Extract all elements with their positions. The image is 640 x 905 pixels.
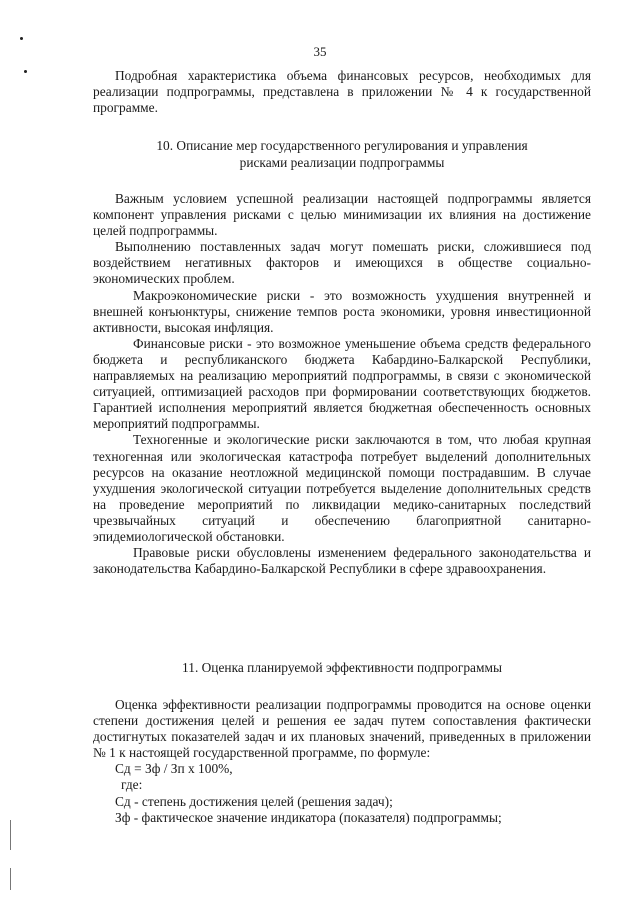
paragraph-macroeconomic-risks: Макроэкономические риски - это возможность ухудшения внутренней и внешней конъюнктуры, снижение темпов роста экономики, уровня инвестиционной активности, высокая инфляция. [93,287,591,335]
section-10-title-line1: 10. Описание мер государственного регулирования и управления [156,138,528,153]
definition-zf: Зф - фактическое значение индикатора (показателя) подпрограммы; [115,809,502,825]
paragraph-technogenic-risks: Техногенные и экологические риски заключаются в том, что любая крупная техногенная или экологическая катастрофа потребует выделений дополнительных ресурсов на оказание неотложной медицинской помощи пострадавшим. В случае ухудшения экологической ситуации потребуется выделение дополнительных средств на проведение мероприятий по ликвидации медико-санитарных последствий чрезвычайных ситуаций и обеспечению благоприятной санитарно-эпидемиологической обстановки. [93,432,591,544]
formula: Сд = Зф / Зп х 100%, [115,761,233,777]
page-number: 35 [313,44,327,59]
paragraph-risk-management: Важным условием успешной реализации настоящей подпрограммы является компонент управления рисками с целью минимизации их влияния на достижение целей подпрограммы. [93,191,591,239]
paragraph-risk-factors: Выполнению поставленных задач могут помешать риски, сложившиеся под воздействием негативных факторов и имеющихся в обществе социально-экономических проблем. [93,239,591,287]
section-11-title: 11. Оценка планируемой эффективности подпрограммы [182,660,502,675]
paragraph-efficiency-assessment: Оценка эффективности реализации подпрограммы проводится на основе оценки степени достижения целей и решения ее задач путем сопоставления фактически достигнутых показателей задач и их плановых значений, приведенных в приложении № 1 к настоящей государственной программе, по формуле: [93,697,591,761]
section-10-title [93,138,591,171]
section-10-title-line2: рисками реализации подпрограммы [239,154,445,170]
scan-dot-mark [20,37,23,40]
section-10-body [93,191,591,577]
formula-where-label: где: [121,777,143,793]
intro-text: Подробная характеристика объема финансовых ресурсов, необходимых для реализации подпрограммы, представлена в приложении № 4 к государственной программе. [93,68,591,116]
scan-edge-mark [10,868,11,890]
paragraph-legal-risks: Правовые риски обусловлены изменением федерального законодательства и законодательства Кабардино-Балкарской Республики в сфере здравоохранения. [93,545,591,577]
intro-paragraph [93,68,591,116]
paragraph-financial-risks: Финансовые риски - это возможное уменьшение объема средств федерального бюджета и республиканского бюджета Кабардино-Балкарской Республики, направляемых на реализацию мероприятий подпрограммы, в связи с экономической ситуацией, оптимизацией расходов при формировании соответствующих бюджетов. Гарантией исполнения мероприятий является бюджетная обеспеченность основных мероприятий подпрограммы. [93,335,591,432]
scan-edge-mark [10,820,11,850]
definition-sd: Сд - степень достижения целей (решения задач); [115,793,393,809]
section-11-body [93,697,591,826]
scan-dot-mark [24,70,27,73]
